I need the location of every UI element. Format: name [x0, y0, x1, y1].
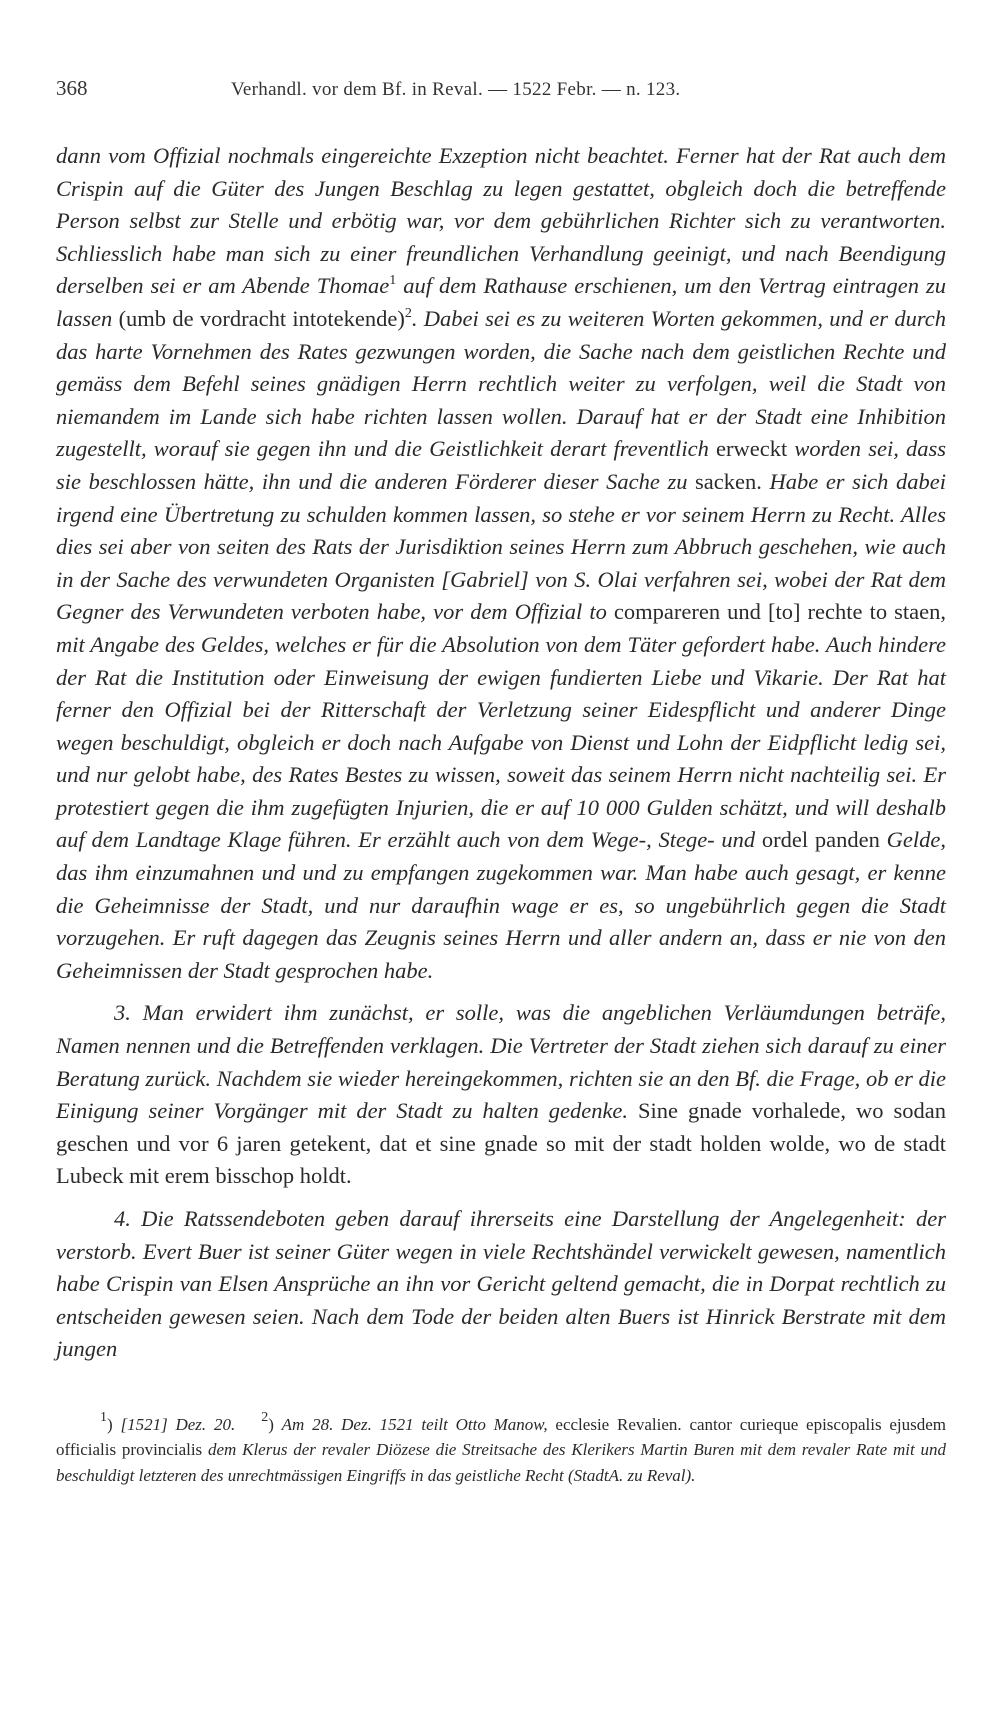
text-segment: 3. Man erwidert ihm zunächst, er solle, was die angeblichen Verläumdungen beträfe, Namen nennen und die Betreffenden verklagen. Die Vertreter der Stadt ziehen sich darauf zu einer Beratung zurück. Nachdem sie wieder hereingekommen, richten sie an den Bf. die Frage, ob er die Einigung seiner Vorgänger mit der Stadt zu halten gedenke.	[56, 1000, 946, 1124]
quoted-source-text: erweckt	[716, 436, 788, 462]
text-segment: worden sei, dass sie beschlossen hätte, ihn und die anderen Förderer dieser Sache zu	[56, 436, 946, 494]
paragraph-continuation	[56, 140, 946, 987]
footnote-ref-2: 2	[404, 305, 412, 321]
text-segment: 4. Die Ratssendeboten geben darauf ihrerseits eine Darstellung der Angelegenheit: der verstorb. Evert Buer ist seiner Güter wegen in viele Rechtshändel verwickelt gewesen, namentlich habe Crispin van Elsen Ansprüche an ihn vor Gericht geltend gemacht, die in Dorpat rechtlich zu entscheiden gewesen seien. Nach dem Tode der beiden alten Buers ist Hinrick Berstrate mit dem jungen	[56, 1206, 946, 1362]
footnote-ref-1: 1	[389, 273, 397, 289]
text-segment: mit Angabe des Geldes, welches er für die Absolution von dem Täter gefordert habe. Auch hindere der Rat die Institution oder Einweisung der ewigen fundierten Liebe und Vikarie. Der Rat hat ferner den Offizial bei der Ritterschaft der Verletzung seiner Eidespflicht und anderer Dinge wegen beschuldigt, obgleich er doch nach Aufgabe von Dienst und Lohn der Eidpflicht ledig sei, und nur gelobt habe, des Rates Bestes zu wissen, soweit das seinem Herrn nicht nachteilig sei. Er protestiert gegen die ihm zugefügten Injurien, die er auf 10 000 Gulden schätzt, und will deshalb auf dem Landtage Klage führen. Er erzählt auch von dem Wege-, Stege- und	[56, 631, 946, 853]
text-segment: Habe er sich dabei irgend eine Übertretung zu schulden kommen lassen, so stehe er vor seinem Herrn zu Recht. Alles dies sei aber von seiten des Rats der Jurisdiktion seines Herrn zum Abbruch geschehen, wie auch in der Sache des verwundeten Organisten [Gabriel] von S. Olai verfahren sei, wobei der Rat dem Gegner des Verwundeten verboten habe, vor dem Offizial to	[56, 468, 946, 625]
paragraph-4	[56, 1203, 946, 1366]
footnote-1-text: [1521] Dez. 20.	[120, 1414, 236, 1434]
quoted-source-text: Sine gnade vorhalede, wo sodan geschen und vor 6 jaren getekent, dat et sine gnade so mit der stadt holden wolde, wo de stadt Lubeck mit erem bisschop holdt.	[56, 1098, 946, 1189]
footnote-mark-2: 2	[261, 1409, 269, 1425]
footnote-2-text: dem Klerus der revaler Diözese die Streitsache des Klerikers Martin Buren mit dem revaler Rate mit und beschuldigt letzteren des unrechtmässigen Eingriffs in das geistliche Recht (StadtA. zu Reval).	[56, 1440, 947, 1485]
footnote-2-quote: ecclesie Revalien. cantor curieque episcopalis ejusdem officialis provincialis	[56, 1414, 946, 1460]
quoted-source-text: (umb de vordracht intotekende)	[118, 305, 405, 331]
text-segment: . Dabei sei es zu weiteren Worten gekommen, und er durch das harte Vornehmen des Rates gezwungen worden, die Sache nach dem geistlichen Rechte und gemäss dem Befehl seines gnädigen Herrn rechtlich weiter zu verfolgen, weil die Stadt von niemandem im Lande sich habe richten lassen wollen. Darauf hat er der Stadt eine Inhibition zugestellt, worauf sie gegen ihn und die Geistlichkeit derart freventlich	[56, 305, 946, 462]
text-segment: Gelde, das ihm einzumahnen und und zu empfangen zugekommen war. Man habe auch gesagt, er kenne die Geheimnisse der Stadt, und nur daraufhin wage er es, so ungebührlich gegen die Stadt vorzugehen. Er ruft dagegen das Zeugnis seines Herrn und aller andern an, dass er nie von den Geheimnissen der Stadt gesprochen habe.	[56, 827, 946, 983]
quoted-source-text: ordel panden	[761, 827, 880, 853]
running-header	[56, 76, 946, 110]
running-title: Verhandl. vor dem Bf. in Reval. — 1522 Febr. — n. 123.	[231, 79, 681, 100]
body-text	[56, 140, 946, 1366]
quoted-source-text: compareren und [to] rechte to staen,	[613, 599, 947, 625]
footnote-line: $^1$) [1521] Dez. 20. $^2$) Am 28. Dez. 1521 teilt Otto Manow, ecclesie Revalien. cantor curieque episcopalis ejusdem officialis provincialis dem Klerus der revaler Diözese die Streitsache des Klerikers Martin Buren mit dem revaler Rate mit und beschuldigt letzteren des unrechtmässigen Eingriffs in das geistliche Recht (StadtA. zu Reval).	[56, 1409, 947, 1485]
footnotes	[56, 1409, 947, 1489]
quoted-source-text: sacken.	[695, 468, 762, 494]
text-segment: dann vom Offizial nochmals eingereichte Exzeption nicht beachtet. Ferner hat der Rat auch dem Crispin auf die Güter des Jungen Beschlag zu legen gestattet, obgleich doch die betreffende Person selbst zur Stelle und erbötig war, vor dem gebührlichen Richter sich zu verantworten. Schliesslich habe man sich zu einer freundlichen Verhandlung geeinigt, und nach Beendigung derselben sei er am Abende Thomae	[56, 143, 946, 299]
text-segment: auf dem Rathause erschienen, um den Vertrag eintragen zu lassen	[56, 273, 946, 331]
footnote-2-text: Am 28. Dez. 1521 teilt Otto Manow,	[281, 1414, 556, 1434]
footnote-mark-1: 1	[100, 1409, 107, 1425]
paragraph-3	[56, 997, 946, 1193]
page-number: 368	[56, 76, 88, 100]
